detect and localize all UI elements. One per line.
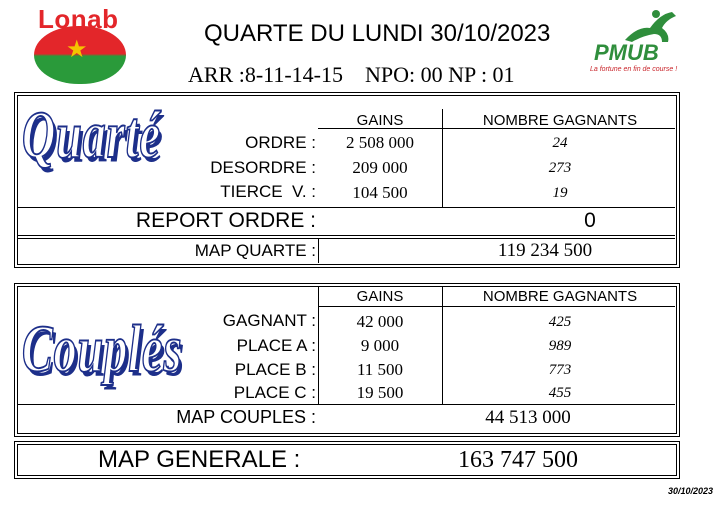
quarte-col-winners: NOMBRE GAGNANTS bbox=[482, 112, 638, 129]
couples-row-winners: 425 bbox=[548, 314, 572, 330]
lonab-logo-text: Lonab bbox=[38, 4, 119, 34]
quarte-rule-1 bbox=[17, 207, 675, 208]
quarte-rule-3 bbox=[17, 238, 675, 239]
quarte-rule-2 bbox=[17, 235, 675, 236]
quarte-row-gains: 209 000 bbox=[352, 158, 408, 177]
quarte-row-winners: 19 bbox=[552, 185, 568, 201]
quarte-col-gains: GAINS bbox=[356, 112, 404, 129]
map-quarte-value: 119 234 500 bbox=[497, 240, 593, 261]
couples-decorative-label: Couplés bbox=[22, 311, 183, 386]
couples-row-winners: 773 bbox=[548, 362, 572, 378]
race-arrival-info: ARR :8-11-14-15 NPO: 00 NP : 01 bbox=[188, 62, 515, 87]
couples-row-gains: 9 000 bbox=[360, 336, 400, 355]
report-ordre-value: 0 bbox=[584, 209, 596, 232]
horse-rider-icon bbox=[620, 6, 680, 44]
couples-row-winners: 989 bbox=[548, 338, 572, 354]
couples-row-label: PLACE A : bbox=[236, 336, 316, 355]
pmub-tagline: La fortune en fin de course ! bbox=[590, 66, 678, 73]
map-couples-label: MAP COUPLES : bbox=[176, 407, 316, 427]
report-ordre-label: REPORT ORDRE : bbox=[135, 209, 316, 232]
couples-row-gains: 42 000 bbox=[356, 312, 404, 331]
couples-row-label: PLACE C : bbox=[233, 383, 316, 402]
quarte-row-winners: 273 bbox=[548, 160, 572, 176]
couples-col-gains: GAINS bbox=[356, 288, 404, 305]
couples-rule bbox=[17, 404, 675, 405]
quarte-row-label: DESORDRE : bbox=[210, 158, 316, 177]
quarte-row-label: ORDRE : bbox=[245, 133, 316, 152]
couples-header-rule bbox=[318, 306, 675, 307]
quarte-row-gains: 2 508 000 bbox=[346, 133, 414, 152]
couples-row-gains: 19 500 bbox=[356, 383, 404, 402]
couples-row-label: PLACE B : bbox=[234, 360, 316, 379]
quarte-row-label: TIERCE V. : bbox=[220, 182, 316, 201]
couples-row-winners: 455 bbox=[548, 385, 572, 401]
quarte-decorative-label: Quarté bbox=[22, 97, 161, 172]
map-generale-value: 163 747 500 bbox=[458, 447, 578, 473]
quarte-row-gains: 104 500 bbox=[352, 183, 408, 202]
map-couples-value: 44 513 000 bbox=[485, 407, 571, 428]
couples-col-winners: NOMBRE GAGNANTS bbox=[482, 288, 638, 305]
pmub-logo-text: PMUB bbox=[594, 40, 659, 65]
map-quarte-label: MAP QUARTE : bbox=[194, 241, 316, 260]
page-title: QUARTE DU LUNDI 30/10/2023 bbox=[204, 20, 551, 47]
star-icon: ★ bbox=[66, 36, 88, 63]
map-generale-label: MAP GENERALE : bbox=[98, 446, 301, 473]
quarte-map-divider bbox=[318, 238, 319, 263]
couples-row-label: GAGNANT : bbox=[222, 311, 316, 330]
footer-date: 30/10/2023 bbox=[668, 486, 714, 496]
couples-row-gains: 11 500 bbox=[356, 360, 404, 379]
quarte-row-winners: 24 bbox=[552, 135, 568, 151]
